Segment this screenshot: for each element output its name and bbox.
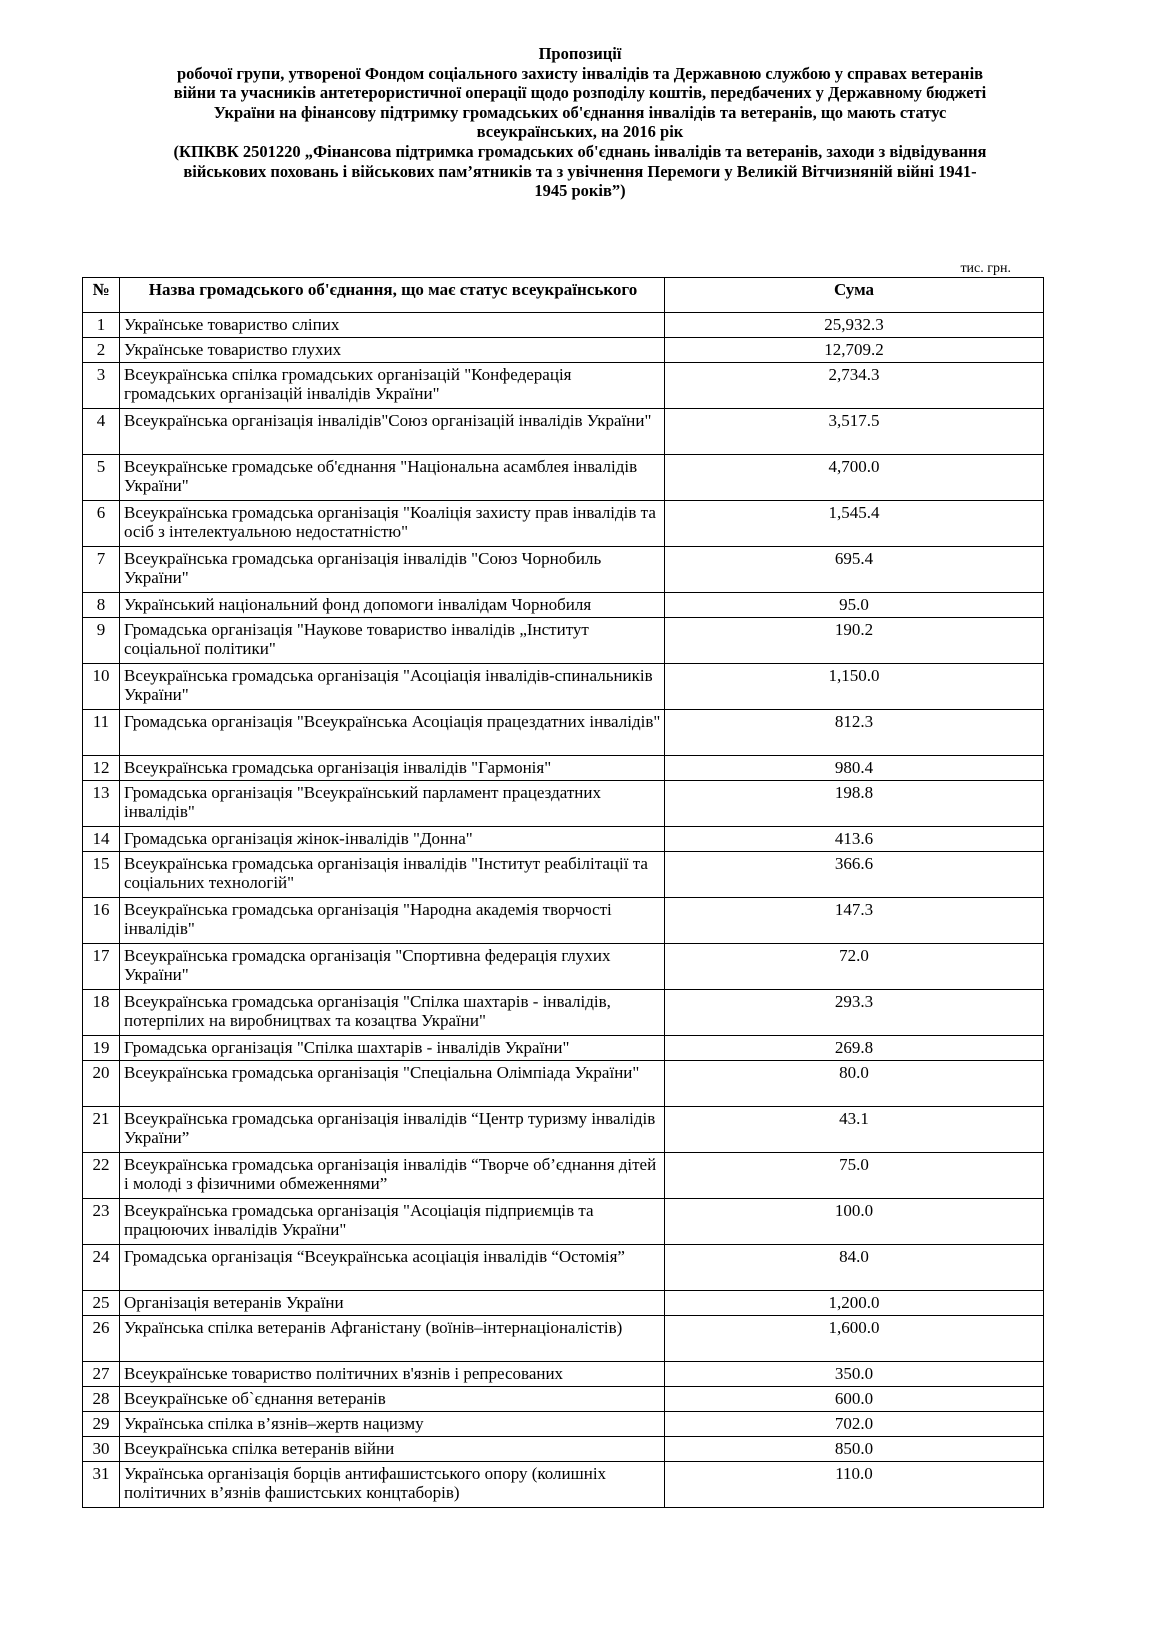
row-number: 3 [83,363,120,409]
table-row [83,1153,1044,1199]
organization-name: Українська спілка в’язнів–жертв нацизму [120,1412,665,1437]
title-line: всеукраїнських, на 2016 рік [476,122,684,142]
row-number: 6 [83,501,120,547]
organization-name: Українське товариство глухих [120,338,665,363]
row-number: 8 [83,593,120,618]
allocation-table [82,277,1044,1508]
row-number: 17 [83,944,120,990]
row-number: 26 [83,1316,120,1362]
amount: 702.0 [665,1412,1044,1437]
table-row [83,827,1044,852]
row-number: 29 [83,1412,120,1437]
organization-name: Український національний фонд допомоги інвалідам Чорнобиля [120,593,665,618]
amount: 198.8 [665,781,1044,827]
amount: 269.8 [665,1036,1044,1061]
row-number: 18 [83,990,120,1036]
row-number: 23 [83,1199,120,1245]
organization-name: Всеукраїнська спілка громадських організацій "Конфедерація громадських організацій інвалідів України" [120,363,665,409]
table-row [83,1245,1044,1291]
row-number: 28 [83,1387,120,1412]
organization-name: Всеукраїнська громадська організація інвалідів “Творче об’єднання дітей і молоді з фізичними обмеженнями” [120,1153,665,1199]
row-number: 16 [83,898,120,944]
organization-name: Громадська організація "Спілка шахтарів - інвалідів України" [120,1036,665,1061]
row-number: 31 [83,1462,120,1508]
organization-name: Громадська організація “Всеукраїнська асоціація інвалідів “Остомія” [120,1245,665,1291]
row-number: 1 [83,313,120,338]
amount: 600.0 [665,1387,1044,1412]
row-number: 13 [83,781,120,827]
organization-name: Всеукраїнська громадська організація "Народна академія творчості інвалідів" [120,898,665,944]
table-row [83,710,1044,756]
table-row [83,501,1044,547]
organization-name: Всеукраїнська громадска організація "Спортивна федерація глухих України" [120,944,665,990]
table-row [83,338,1044,363]
title-line: України на фінансову підтримку громадських об'єднання інвалідів та ветеранів, що мають статус [213,102,947,122]
table-row [83,1036,1044,1061]
amount: 12,709.2 [665,338,1044,363]
organization-name: Всеукраїнська організація інвалідів"Союз організацій інвалідів України" [120,409,665,455]
organization-name: Громадська організація "Всеукраїнський парламент працездатних інвалідів" [120,781,665,827]
row-number: 20 [83,1061,120,1107]
amount: 1,600.0 [665,1316,1044,1362]
table-row [83,1061,1044,1107]
title-line: Пропозиції [538,44,622,63]
table-row [83,313,1044,338]
organization-name: Всеукраїнське громадське об'єднання "Національна асамблея інвалідів України" [120,455,665,501]
organization-name: Українське товариство сліпих [120,313,665,338]
amount: 695.4 [665,547,1044,593]
document-title [80,44,1080,201]
row-number: 10 [83,664,120,710]
table-header-row [83,278,1044,313]
amount: 1,150.0 [665,664,1044,710]
amount: 2,734.3 [665,363,1044,409]
row-number: 24 [83,1245,120,1291]
organization-name: Всеукраїнська громадська організація інвалідів “Центр туризму інвалідів України” [120,1107,665,1153]
row-number: 27 [83,1362,120,1387]
table-row [83,1412,1044,1437]
row-number: 25 [83,1291,120,1316]
units-label: тис. грн. [960,261,1011,276]
amount: 293.3 [665,990,1044,1036]
table-row [83,898,1044,944]
amount: 43.1 [665,1107,1044,1153]
organization-name: Громадська організація жінок-інвалідів "Донна" [120,827,665,852]
column-header-sum: Сума [665,278,1044,313]
organization-name: Всеукраїнське товариство політичних в'язнів і репресованих [120,1362,665,1387]
table-row [83,1462,1044,1508]
row-number: 9 [83,618,120,664]
column-header-number: № [83,278,120,313]
title-line: військових поховань і військових пам’ятників та з увічнення Перемоги у Великій Вітчизняній війні 1941- [183,161,977,181]
table-row [83,1362,1044,1387]
amount: 72.0 [665,944,1044,990]
organization-name: Організація ветеранів України [120,1291,665,1316]
table-row [83,1437,1044,1462]
organization-name: Всеукраїнська громадська організація інвалідів "Союз Чорнобиль України" [120,547,665,593]
title-line: робочої групи, утвореної Фондом соціального захисту інвалідів та Державною службою у справах ветеранів [176,63,984,83]
amount: 1,200.0 [665,1291,1044,1316]
row-number: 5 [83,455,120,501]
amount: 350.0 [665,1362,1044,1387]
row-number: 22 [83,1153,120,1199]
table-row [83,781,1044,827]
table-row [83,1316,1044,1362]
amount: 366.6 [665,852,1044,898]
row-number: 7 [83,547,120,593]
amount: 25,932.3 [665,313,1044,338]
table-row [83,618,1044,664]
amount: 110.0 [665,1462,1044,1508]
amount: 413.6 [665,827,1044,852]
organization-name: Громадська організація "Наукове товариство інвалідів „Інститут соціальної політики" [120,618,665,664]
organization-name: Всеукраїнська громадська організація інвалідів "Гармонія" [120,756,665,781]
amount: 80.0 [665,1061,1044,1107]
row-number: 15 [83,852,120,898]
row-number: 2 [83,338,120,363]
amount: 980.4 [665,756,1044,781]
amount: 100.0 [665,1199,1044,1245]
column-header-name: Назва громадського об'єднання, що має статус всеукраїнського [120,278,665,313]
organization-name: Всеукраїнська громадська організація інвалідів "Інститут реабілітації та соціальних технологій" [120,852,665,898]
organization-name: Всеукраїнське об`єднання ветеранів [120,1387,665,1412]
amount: 4,700.0 [665,455,1044,501]
organization-name: Всеукраїнська громадська організація "Асоціація підприємців та працюючих інвалідів України" [120,1199,665,1245]
table-body [83,313,1044,1508]
row-number: 30 [83,1437,120,1462]
table-row [83,852,1044,898]
title-line: (КПКВК 2501220 „Фінансова підтримка громадських об'єднань інвалідів та ветеранів, заходи з відвідування [173,141,987,161]
organization-name: Всеукраїнська спілка ветеранів війни [120,1437,665,1462]
row-number: 11 [83,710,120,756]
organization-name: Всеукраїнська громадська організація "Коаліція захисту прав інвалідів та осіб з інтелектуальною недостатністю" [120,501,665,547]
table-row [83,455,1044,501]
organization-name: Всеукраїнська громадська організація "Асоціація інвалідів-спинальників України" [120,664,665,710]
row-number: 19 [83,1036,120,1061]
table-row [83,664,1044,710]
table-row [83,593,1044,618]
organization-name: Громадська організація "Всеукраїнська Асоціація працездатних інвалідів" [120,710,665,756]
organization-name: Всеукраїнська громадська організація "Спеціальна Олімпіада України" [120,1061,665,1107]
amount: 812.3 [665,710,1044,756]
table-row [83,756,1044,781]
amount: 850.0 [665,1437,1044,1462]
row-number: 12 [83,756,120,781]
table-row [83,547,1044,593]
amount: 75.0 [665,1153,1044,1199]
title-line: війни та учасників антетерористичної операції щодо розподілу коштів, передбачених у Державному бюджеті [173,83,987,103]
organization-name: Всеукраїнська громадська організація "Спілка шахтарів - інвалідів, потерпілих на виробництвах та козацтва України" [120,990,665,1036]
table-row [83,1387,1044,1412]
amount: 190.2 [665,618,1044,664]
amount: 3,517.5 [665,409,1044,455]
amount: 147.3 [665,898,1044,944]
table-row [83,1199,1044,1245]
table-row [83,1107,1044,1153]
amount: 95.0 [665,593,1044,618]
row-number: 4 [83,409,120,455]
table-row [83,1291,1044,1316]
row-number: 14 [83,827,120,852]
title-line: 1945 років”) [534,181,626,201]
table-row [83,409,1044,455]
table-row [83,944,1044,990]
table-row [83,363,1044,409]
organization-name: Українська спілка ветеранів Афганістану (воїнів–інтернаціоналістів) [120,1316,665,1362]
organization-name: Українська організація борців антифашистського опору (колишніх політичних в’язнів фашистських концтаборів) [120,1462,665,1508]
amount: 1,545.4 [665,501,1044,547]
table-row [83,990,1044,1036]
row-number: 21 [83,1107,120,1153]
amount: 84.0 [665,1245,1044,1291]
